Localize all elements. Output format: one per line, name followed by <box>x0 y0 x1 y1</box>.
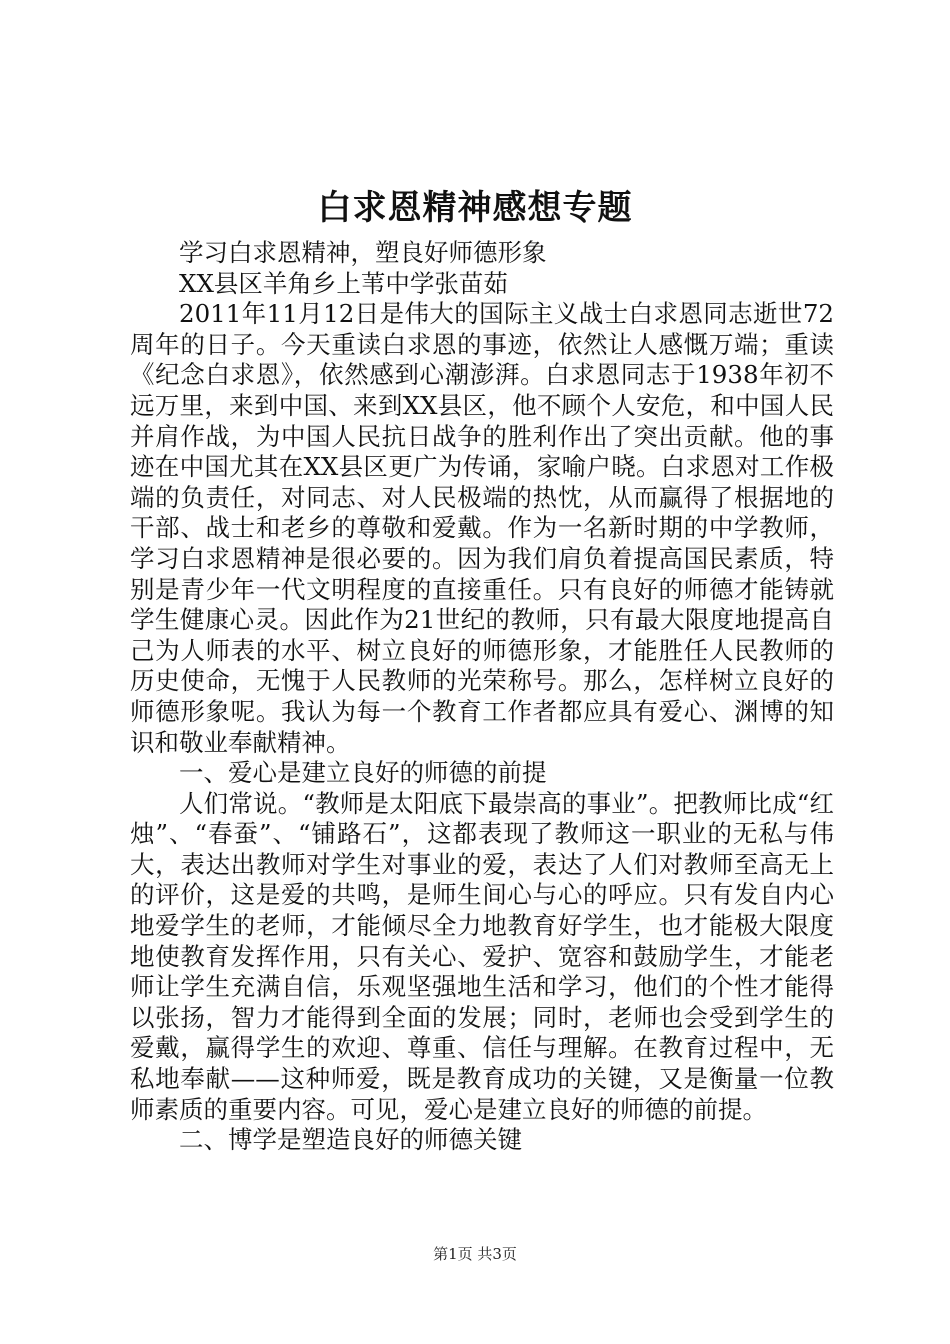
document-title: 白求恩精神感想专题 <box>317 188 633 228</box>
document-body <box>130 238 834 1156</box>
section-heading-2: 二、博学是塑造良好的师德关键 <box>179 1125 522 1155</box>
author-line: XX县区羊角乡上苇中学张苗茹 <box>179 268 508 298</box>
article-heading: 学习白求恩精神，塑良好师德形象 <box>179 238 547 267</box>
section-1-paragraph: 人们常说。“教师是太阳底下最崇高的事业”。把教师比成“红烛”、“春蚕”、“铺路石”，这都表现了教师这一职业的无私与伟大，表达出教师对学生对事业的爱，表达了人们对教师至高无上的评价，这是爱的共鸣，是师生间心与心的呼应。只有发自内心地爱学生的老师，才能倾尽全力地教育好学生，也才能极大限度地使教育发挥作用，只有关心、爱护、宽容和鼓励学生，才能老师让学生充满自信，乐观坚强地生活和学习，他们的个性才能得以张扬，智力才能得到全面的发展；同时，老师也会受到学生的爱戴，赢得学生的欢迎、尊重、信任与理解。在教育过程中，无私地奉献——这种师爱，既是教育成功的关键，又是衡量一位教师素质的重要内容。可见，爱心是建立良好的师德的前提。 <box>130 788 834 1124</box>
page-footer: 第1页 共3页 <box>433 1245 517 1263</box>
intro-paragraph: 2011年11月12日是伟大的国际主义战士白求恩同志逝世72周年的日子。今天重读白求恩的事迹，依然让人感慨万端；重读《纪念白求恩》，依然感到心潮澎湃。白求恩同志于1938年初不远万里，来到中国、来到XX县区，他不顾个人安危，和中国人民并肩作战，为中国人民抗日战争的胜利作出了突出贡献。他的事迹在中国尤其在XX县区更广为传诵，家喻户晓。白求恩对工作极端的负责任，对同志、对人民极端的热忱，从而赢得了根据地的干部、战士和老乡的尊敬和爱戴。作为一名新时期的中学教师，学习白求恩精神是很必要的。因为我们肩负着提高国民素质，特别是青少年一代文明程度的直接重任。只有良好的师德才能铸就学生健康心灵。因此作为21世纪的教师，只有最大限度地提高自己为人师表的水平、树立良好的师德形象，才能胜任人民教师的历史使命，无愧于人民教师的光荣称号。那么，怎样树立良好的师德形象呢。我认为每一个教育工作者都应具有爱心、渊博的知识和敬业奉献精神。 <box>130 299 834 757</box>
section-heading-1: 一、爱心是建立良好的师德的前提 <box>179 758 547 788</box>
